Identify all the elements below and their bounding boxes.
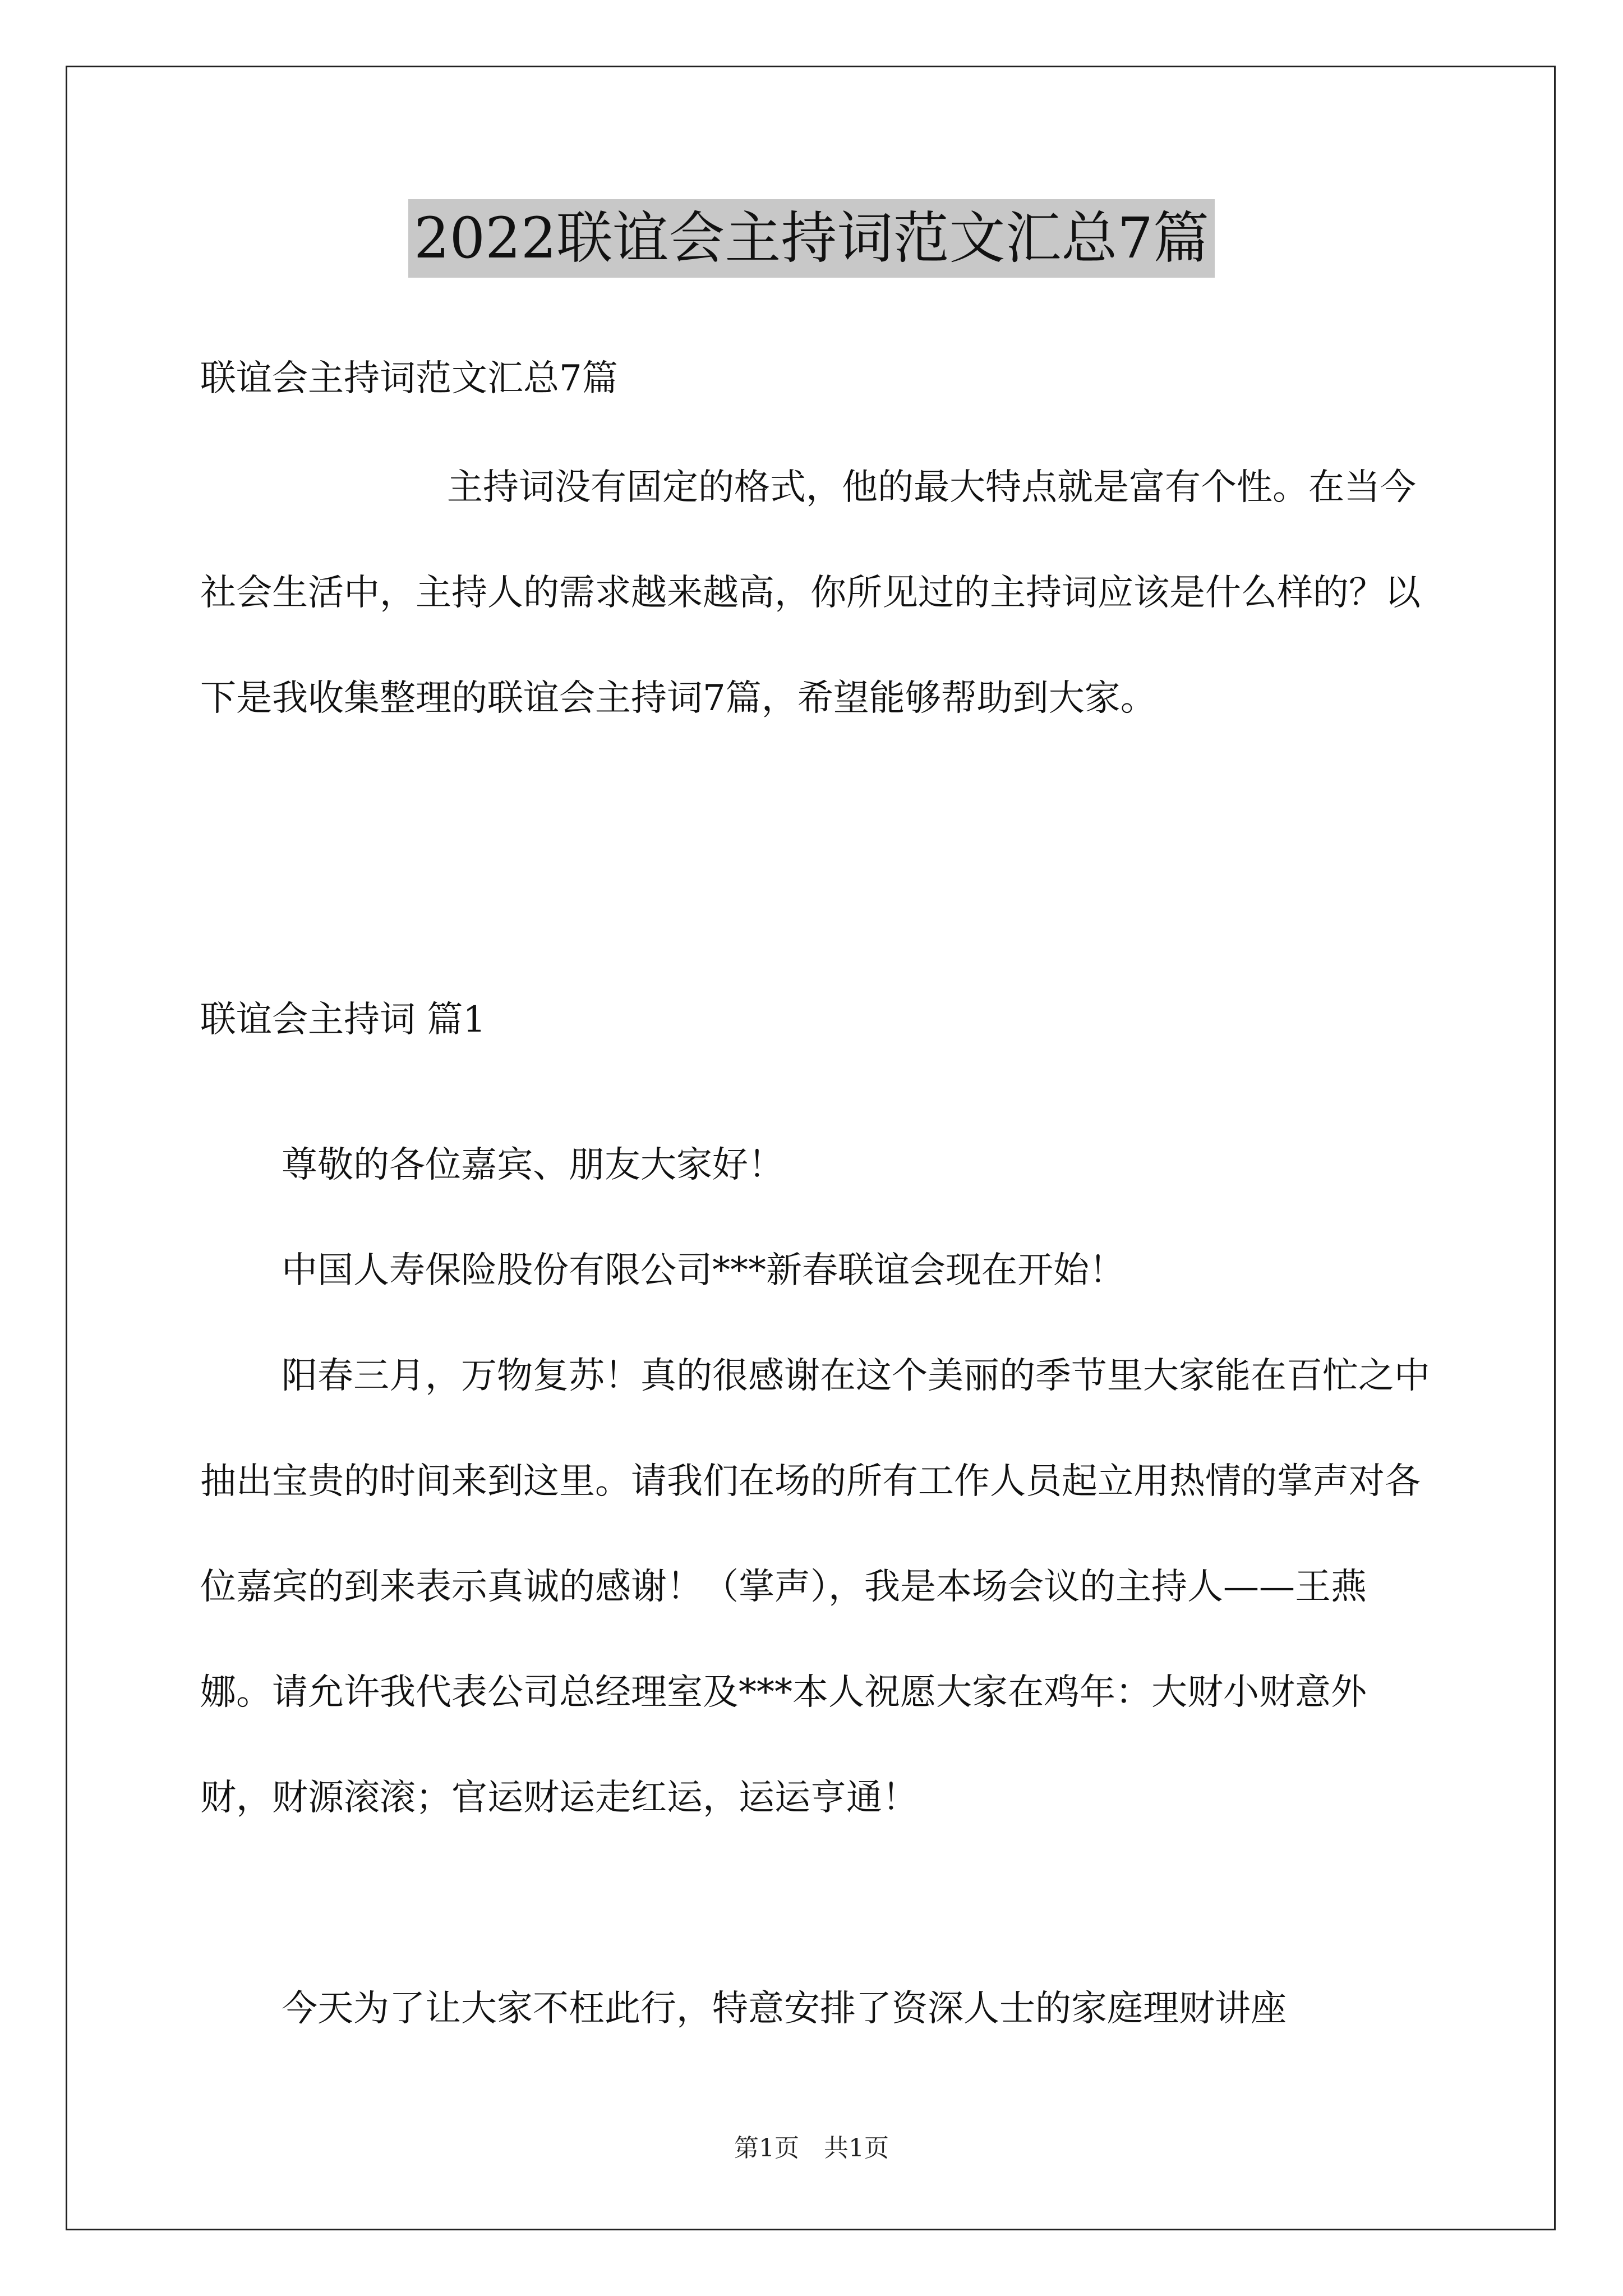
- body-paragraph: 尊敬的各位嘉宾、朋友大家好！: [282, 1144, 784, 1186]
- body-paragraph: 今天为了让大家不枉此行，特意安排了资深人士的家庭理财讲座: [282, 1988, 1287, 2030]
- page-footer: 第1页 共1页: [734, 2134, 889, 2162]
- body-paragraph: 阳春三月，万物复苏！真的很感谢在这个美丽的季节里大家能在百忙之中抽出宝贵的时间来到这里。请我们在场的所有工作人员起立用热情的掌声对各位嘉宾的到来表示真诚的感谢！（掌声），我是本场会议的主持人——王燕娜。请允许我代表公司总经理室及***本人祝愿大家在鸡年：大财小财意外财，财源滚滚；官运财运走红运，运运亨通！: [200, 1355, 1430, 1819]
- body-paragraph: 中国人寿保险股份有限公司***新春联谊会现在开始！: [282, 1250, 1125, 1291]
- document-title: 2022联谊会主持词范文汇总7篇: [408, 199, 1215, 278]
- section-heading: 联谊会主持词 篇1: [200, 999, 486, 1041]
- intro-paragraph: 主持词没有固定的格式，他的最大特点就是富有个性。在当今社会生活中，主持人的需求越来越高，你所见过的主持词应该是什么样的？以下是我收集整理的联谊会主持词7篇，希望能够帮助到大家。: [200, 467, 1421, 719]
- title-container: [0, 199, 1623, 278]
- document-subtitle: 联谊会主持词范文汇总7篇: [200, 358, 618, 399]
